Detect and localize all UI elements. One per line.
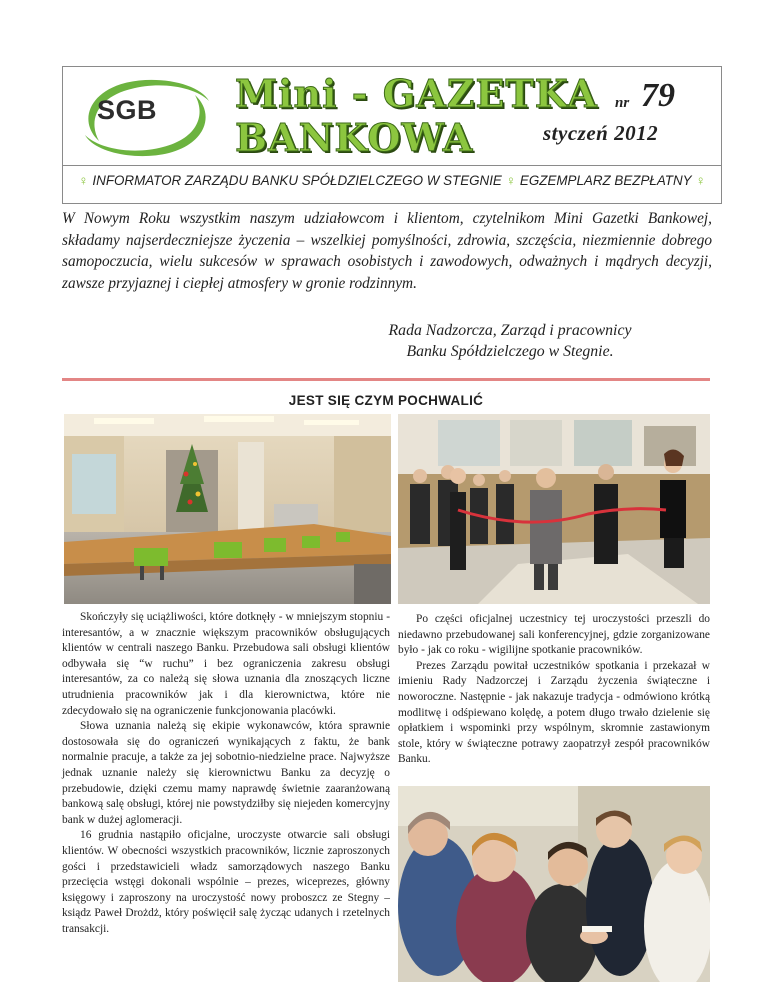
- article-paragraph: Prezes Zarządu powitał uczestników spotkania i przekazał w imieniu Rady Nadzorczej i Zarządu życzenia świąteczne i noworoczne. Następnie - jak nakazuje tradycja - odmówiono krótką modlitwę i odśpiewano kolędę, a potem długo trwało dzielenie się opłatkiem i wspominki przy wspólnym, skromnie zastawionym stole, który w świąteczne potrawy zaopatrzył zespół pracowników Banku.: [398, 659, 710, 766]
- header-divider: [63, 165, 721, 166]
- christmas-meeting-photo: [398, 786, 710, 982]
- article-paragraph: Po części oficjalnej uczestnicy tej uroczystości przeszli do niedawno przebudowanej sali konferencyjnej, gdzie zorganizowane było - jak co roku - wigilijne spotkanie pracowników.: [398, 613, 710, 657]
- article-paragraph: Skończyły się uciążliwości, które dotknęły - w mniejszym stopniu - interesantów, a w znacznie większym pracowników obsługujących klientów w centrali naszego Banku. Przebudowa sali obsługi klientów odbywała się “w ruchu” i bez ograniczenia zakresu obsługi interesantów, za co należą się słowa uznania dla znoszących liczne utrudnienia pracowników jak i dla kierownictwa, które nie zdecydowało się na ograniczenie funkcjonowania placówki.: [62, 611, 390, 717]
- signature-line1: Rada Nadzorcza, Zarząd i pracownicy: [388, 322, 632, 339]
- greeting-signature: [350, 320, 670, 362]
- tagline-publisher: INFORMATOR ZARZĄDU BANKU SPÓŁDZIELCZEGO W STEGNIE: [92, 173, 502, 188]
- logo-text: SGB: [97, 95, 158, 125]
- section-divider: [62, 378, 710, 381]
- issue-prefix: nr: [615, 95, 630, 111]
- female-symbol-icon: ♀: [695, 173, 706, 188]
- article-title: JEST SIĘ CZYM POCHWALIĆ: [288, 393, 484, 408]
- newspaper-title-line1: Mini - GAZETKA: [235, 71, 598, 116]
- renovated-hall-photo: [64, 414, 391, 604]
- ribbon-cutting-photo: [398, 414, 710, 604]
- article-paragraph: 16 grudnia nastąpiło oficjalne, uroczyste otwarcie sali obsługi klientów. W obecności wszystkich pracowników, licznie zaproszonych gości i przedstawicieli władz samorządowych naszego Banku przecięcia wstęgi dokonali wspólnie – prezes, wiceprezes, główny księgowy i zaproszony na uroczystość nowy proboszcz ze Stegny – ksiądz Paweł Drożdż, który poświęcił salę życząc udanych i rzetelnych transakcji.: [62, 829, 390, 935]
- newspaper-title-line2: BANKOWA: [235, 115, 474, 160]
- issue-number: 79: [641, 77, 675, 114]
- female-symbol-icon: ♀: [505, 173, 516, 188]
- article-left-column: [62, 610, 390, 937]
- tagline-free-copy: EGZEMPLARZ BEZPŁATNY: [519, 173, 692, 188]
- masthead: [62, 66, 722, 204]
- article-paragraph: Słowa uznania należą się ekipie wykonawców, która sprawnie dostosowała się do ograniczeń wynikających z faktu, że bank normalnie pracuje, a także za jej sobotnio-niedzielne prace. Najwyższe jednak uznanie należy się kierownictwu Banku za decyzję o przebudowie, dzięki czemu mamy naprawdę świetnie zaaranżowaną bankową salę obsługi, której nie powstydziłby się niejeden komercyjny bank w dużej aglomeracji.: [62, 720, 390, 826]
- article-right-column: [398, 612, 710, 768]
- female-symbol-icon: ♀: [78, 173, 89, 188]
- tagline: [63, 173, 721, 188]
- signature-line2: Banku Spółdzielczego w Stegnie.: [406, 343, 614, 360]
- issue-date: styczeń 2012: [543, 121, 659, 145]
- new-year-greeting: W Nowym Roku wszystkim naszym udziałowcom i klientom, czytelnikom Mini Gazetki Bankowej, składamy najserdeczniejsze życzenia – wszelkiej pomyślności, zdrowia, szczęścia, niezmiennie dobrego samopoczucia, wielu sukcesów w sprawach osobistych i zawodowych, odważnych i mądrych decyzji, zawsze przyjaznej i ciepłej atmosfery w gronie rodzinnym.: [62, 210, 712, 292]
